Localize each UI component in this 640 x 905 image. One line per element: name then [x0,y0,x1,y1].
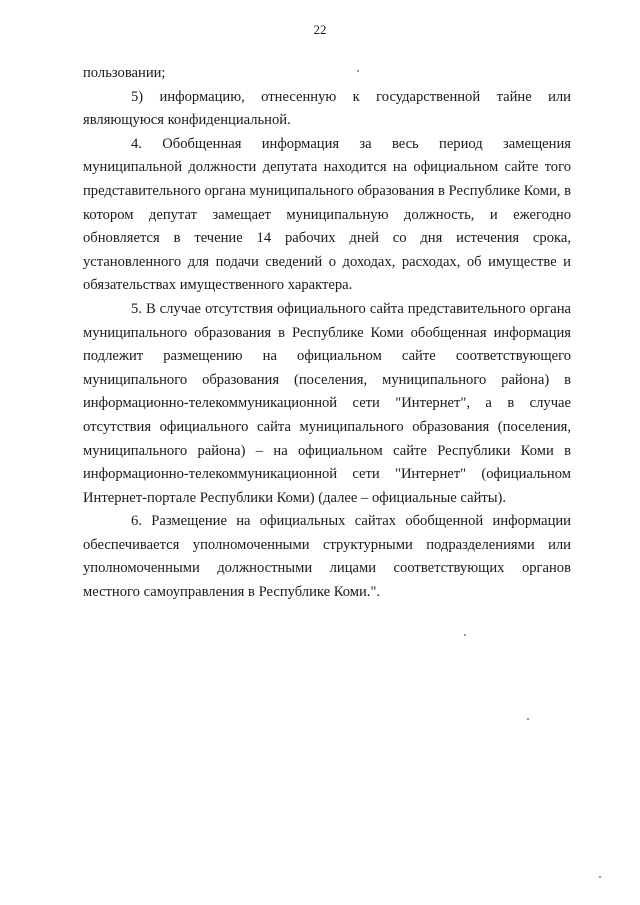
scan-speck [527,718,529,720]
paragraph-5: 5. В случае отсутствия официального сайта представительного органа муниципального образования в Республике Коми обобщенная информация подлежит размещению на официальном сайте соответствующего муниципального образования (поселения, муниципального района) в информационно-телекоммуникационной сети "Интернет", а в случае отсутствия официального сайта муниципального образования (поселения, муниципального района) – на официальном сайте Республики Коми в информационно-телекоммуникационной сети "Интернет" (официальном Интернет-портале Республики Коми) (далее – официальные сайты). [83,300,571,506]
scan-speck [599,876,601,878]
scan-speck [464,634,466,636]
paragraph-6: 6. Размещение на официальных сайтах обобщенной информации обеспечивается уполномоченными структурными подразделениями или уполномоченными должностными лицами соответствующих органов местного самоуправления в Республике Коми.". [83,513,571,601]
page-number: 22 [313,22,327,37]
scan-speck [357,70,359,72]
paragraph-item-5: 5) информацию, отнесенную к государственной тайне или являющуюся конфиденциальной. [83,88,571,129]
paragraph-continuation: пользовании; [83,65,166,81]
document-body [83,62,571,605]
paragraph-4: 4. Обобщенная информация за весь период замещения муниципальной должности депутата находится на официальном сайте того представительного органа муниципального образования в Республике Коми, в котором депутат замещает муниципальную должность, и ежегодно обновляется в течение 14 рабочих дней со дня истечения срока, установленного для подачи сведений о доходах, расходах, об имуществе и обязательствах имущественного характера. [83,135,571,294]
